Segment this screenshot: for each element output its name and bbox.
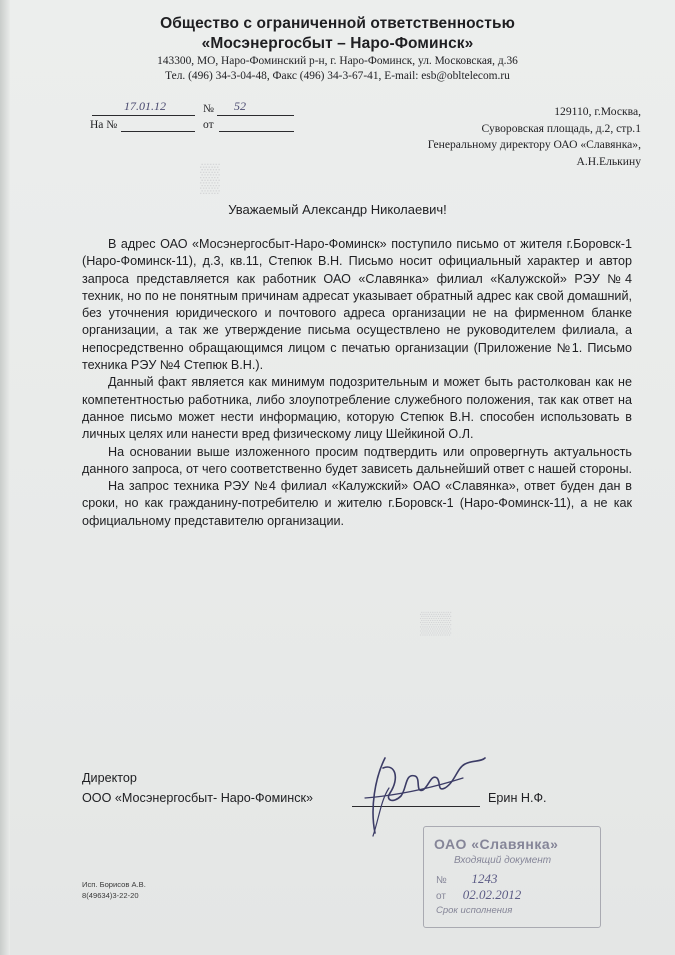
org-address: 143300, МО, Наро-Фоминский р-н, г. Наро-Фоминск, ул. Московская, д.36 xyxy=(157,55,518,67)
addressee-line3: Генеральному директору ОАО «Славянка», xyxy=(427,138,641,151)
stamp-number-label: № xyxy=(436,875,447,886)
executor-name: Исп. Борисов А.В. xyxy=(82,880,146,889)
org-contacts: Тел. (496) 34-3-04-48, Факс (496) 34-3-67-41, E-mail: esb@obltelecom.ru xyxy=(165,70,510,82)
body-paragraph-2: Данный факт является как минимум подозрительным и может быть растолкован как не компетентностью работника, либо злоупотребление служебного положения, так как ответ на данное письмо может нести информацию, которую Степюк В.Н. способен использовать в личных целях или нанести вред физическому лицу Шейкиной О.Л. xyxy=(82,375,632,442)
number-line xyxy=(217,115,294,116)
faint-watermark: ▒▒ xyxy=(420,610,452,635)
stamp-number-row xyxy=(436,871,498,887)
addressee-line1: 129110, г.Москва, xyxy=(554,105,641,118)
body-paragraph-4: На запрос техника РЭУ №4 филиал «Калужский» ОАО «Славянка», ответ буден дан в сроки, но как гражданину-потребителю и жителю г.Боровск-1 (Наро-Фоминск-11), а не как официальному представителю организации. xyxy=(82,479,632,528)
signatory-title: Директор xyxy=(82,771,137,785)
reply-date-line xyxy=(219,131,294,132)
letter-body xyxy=(82,236,632,530)
greeting: Уважаемый Александр Николаевич! xyxy=(228,202,447,217)
addressee-line2: Суворовская площадь, д.2, стр.1 xyxy=(481,121,641,135)
outgoing-number: 52 xyxy=(234,99,246,113)
addressee-line4: А.Н.Елькину xyxy=(576,154,641,168)
faint-watermark: ▒ xyxy=(200,162,220,193)
stamp-number: 1243 xyxy=(471,871,498,886)
addressee-block xyxy=(341,104,641,170)
stamp-label: Входящий документ xyxy=(454,855,552,866)
reply-number-line xyxy=(121,131,195,132)
executor-phone: 8(49634)3-22-20 xyxy=(82,891,139,900)
signatory-name: Ерин Н.Ф. xyxy=(488,791,547,805)
page-edge-shadow xyxy=(0,0,10,955)
org-name-line2: «Мосэнергосбыт – Наро-Фоминск» xyxy=(201,35,474,52)
number-label: № xyxy=(203,103,214,115)
reply-from-label: от xyxy=(203,119,214,131)
body-paragraph-3: На основании выше изложенного просим подтвердить или опровергнуть актуальность данного запроса, от чего соответственно будет зависеть дальнейший ответ с нашей стороны. xyxy=(82,444,632,476)
signatory-org: ООО «Мосэнергосбыт- Наро-Фоминск» xyxy=(82,791,314,805)
incoming-stamp xyxy=(423,826,601,928)
org-name-line1: Общество с ограниченной ответственностью xyxy=(160,15,515,32)
outgoing-date: 17.01.12 xyxy=(124,99,166,113)
reply-label: На № xyxy=(90,119,118,131)
stamp-org: ОАО «Славянка» xyxy=(434,836,559,852)
date-line xyxy=(92,115,195,116)
body-paragraph-1: В адрес ОАО «Мосэнергосбыт-Наро-Фоминск» поступило письмо от жителя г.Боровск-1 (Наро-Фоминск-11), д.3, кв.11, Степюк В.Н. Письмо носит официальный характер и автор запроса представляется как работник ОАО «Славянка» филиал «Калужской» РЭУ №4 техник, но по не понятным причинам адресат указывает обратный адрес как свой домашний, без уточнения юридического и почтового адреса организации не на фирменном бланке организации, а так же утверждение письма осуществлено не руководителем филиала, а непосредственно обращающимся лицом с печатью организации (Приложение №1. Письмо техника РЭУ №4 Степюк В.Н.). xyxy=(82,237,632,373)
stamp-deadline: Срок исполнения xyxy=(436,905,513,916)
stamp-date-label: от xyxy=(436,891,446,902)
stamp-date: 02.02.2012 xyxy=(462,887,522,902)
stamp-date-row xyxy=(436,887,521,903)
